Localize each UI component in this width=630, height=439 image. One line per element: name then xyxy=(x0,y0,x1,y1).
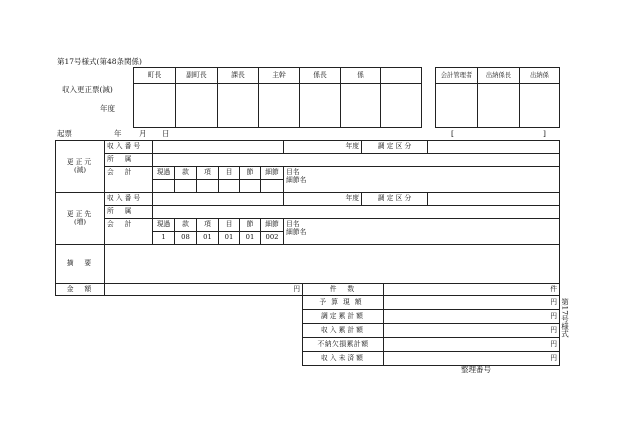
account-value[interactable]: 1 xyxy=(153,232,175,245)
account-value-cell[interactable] xyxy=(197,180,219,193)
stamp-cell[interactable] xyxy=(218,84,259,128)
summary-field[interactable] xyxy=(105,245,560,284)
stamp-cell[interactable] xyxy=(259,84,300,128)
fiscal-year-label: 年度 xyxy=(284,193,362,206)
fiscal-year-label: 年度 xyxy=(284,141,362,154)
yen-unit: 円 xyxy=(550,325,557,334)
account-header: 細節 xyxy=(261,219,284,232)
account-header: 項 xyxy=(197,167,219,180)
item-name-cell[interactable] xyxy=(284,219,560,245)
yen-unit: 円 xyxy=(550,297,557,306)
summary-row-value[interactable] xyxy=(384,352,560,366)
stamp-cell[interactable] xyxy=(300,84,341,128)
approval-role: 町長 xyxy=(134,68,176,84)
item-name-label: 目名 xyxy=(286,220,300,228)
approval-role: 係 xyxy=(341,68,381,84)
approval-role: 係長 xyxy=(300,68,341,84)
dest-sub-label: (増) xyxy=(73,217,87,226)
stamp-cell[interactable] xyxy=(478,84,520,128)
assessment-division-label: 調 定 区 分 xyxy=(362,141,428,154)
department-field[interactable] xyxy=(153,206,560,219)
accounting-role: 出納係 xyxy=(520,68,560,84)
assessment-division-field[interactable] xyxy=(428,193,560,206)
account-value[interactable]: 002 xyxy=(261,232,284,245)
account-header: 節 xyxy=(240,219,261,232)
accounting-table xyxy=(435,67,560,128)
approval-role xyxy=(381,68,422,84)
source-sub-label: (減) xyxy=(73,165,87,174)
assessment-division-field[interactable] xyxy=(428,141,560,154)
account-value-cell[interactable] xyxy=(153,180,175,193)
accounting-role: 出納係長 xyxy=(478,68,520,84)
stamp-cell[interactable] xyxy=(520,84,560,128)
department-label: 所 属 xyxy=(105,154,153,167)
count-field[interactable] xyxy=(384,284,560,296)
dest-section-label xyxy=(56,193,105,245)
summary-row-label: 収入累計額 xyxy=(303,324,384,338)
income-number-field[interactable] xyxy=(153,193,284,206)
stamp-cell[interactable] xyxy=(436,84,478,128)
stamp-cell[interactable] xyxy=(341,84,381,128)
income-number-label: 収入番号 xyxy=(105,193,153,206)
stamp-cell[interactable] xyxy=(134,84,176,128)
sub-item-name-label: 細節名 xyxy=(286,175,307,184)
account-header: 項 xyxy=(197,219,219,232)
year-unit: 年 xyxy=(114,129,122,138)
stamp-cell[interactable] xyxy=(176,84,218,128)
day-unit: 日 xyxy=(162,129,170,138)
account-value-cell[interactable] xyxy=(261,180,284,193)
summary-row-value[interactable] xyxy=(384,324,560,338)
form-id: 第17号様式(第48条関係) xyxy=(57,57,142,66)
summary-row-label: 予算現額 xyxy=(303,296,384,310)
account-header: 款 xyxy=(175,167,197,180)
summary-row-label: 調定累計額 xyxy=(303,310,384,324)
year-label: 年度 xyxy=(100,104,115,113)
account-header: 細節 xyxy=(261,167,284,180)
accounting-label: 会 計 xyxy=(105,167,153,193)
kihyo-label: 起票 xyxy=(57,129,72,138)
account-value[interactable]: 01 xyxy=(240,232,261,245)
source-section-label xyxy=(56,141,105,193)
sub-item-name-label: 細節名 xyxy=(286,227,307,236)
ken-unit: 件 xyxy=(550,284,557,293)
account-header: 目 xyxy=(219,167,240,180)
approval-role: 主幹 xyxy=(259,68,300,84)
assessment-division-label: 調 定 区 分 xyxy=(362,193,428,206)
accounting-label: 会 計 xyxy=(105,219,153,245)
approval-role: 副町長 xyxy=(176,68,218,84)
accounting-role: 会計管理者 xyxy=(436,68,478,84)
income-number-field[interactable] xyxy=(153,141,284,154)
account-value[interactable]: 08 xyxy=(175,232,197,245)
yen-unit: 円 xyxy=(550,339,557,348)
yen-unit: 円 xyxy=(550,311,557,320)
dest-label: 更正先 xyxy=(66,209,94,218)
account-value-cell[interactable] xyxy=(240,180,261,193)
approval-table xyxy=(133,67,422,128)
month-unit: 月 xyxy=(139,129,147,138)
summary-row-value[interactable] xyxy=(384,310,560,324)
bracket-open: [ xyxy=(451,129,454,138)
yen-unit: 円 xyxy=(550,353,557,362)
yen-unit: 円 xyxy=(293,284,300,293)
account-value-cell[interactable] xyxy=(175,180,197,193)
account-value[interactable]: 01 xyxy=(219,232,240,245)
amount-field[interactable] xyxy=(105,284,303,296)
bracket-close: ] xyxy=(543,129,546,138)
account-header: 現過 xyxy=(153,219,175,232)
stamp-cell[interactable] xyxy=(381,84,422,128)
item-name-label: 目名 xyxy=(286,168,300,176)
department-field[interactable] xyxy=(153,154,560,167)
approval-role: 課長 xyxy=(218,68,259,84)
department-label: 所 属 xyxy=(105,206,153,219)
account-header: 目 xyxy=(219,219,240,232)
side-form-label: 第17号様式 xyxy=(560,298,570,338)
account-header: 款 xyxy=(175,219,197,232)
budget-summary-table xyxy=(302,295,560,366)
account-header: 現過 xyxy=(153,167,175,180)
summary-row-value[interactable] xyxy=(384,296,560,310)
account-value[interactable]: 01 xyxy=(197,232,219,245)
reference-number-label: 整理番号 xyxy=(461,365,491,374)
item-name-cell[interactable] xyxy=(284,167,560,193)
account-value-cell[interactable] xyxy=(219,180,240,193)
summary-row-label: 収入未済額 xyxy=(303,352,384,366)
summary-row-value[interactable] xyxy=(384,338,560,352)
income-number-label: 収入番号 xyxy=(105,141,153,154)
account-header: 節 xyxy=(240,167,261,180)
amount-label: 金 額 xyxy=(56,284,105,296)
source-label: 更正元 xyxy=(66,157,94,166)
correction-table xyxy=(55,140,560,284)
summary-row-label: 不納欠損累計額 xyxy=(303,338,384,352)
doc-title: 収入更正票(減) xyxy=(62,85,113,94)
summary-label: 摘 要 xyxy=(56,245,105,284)
count-label: 件 数 xyxy=(303,284,384,296)
